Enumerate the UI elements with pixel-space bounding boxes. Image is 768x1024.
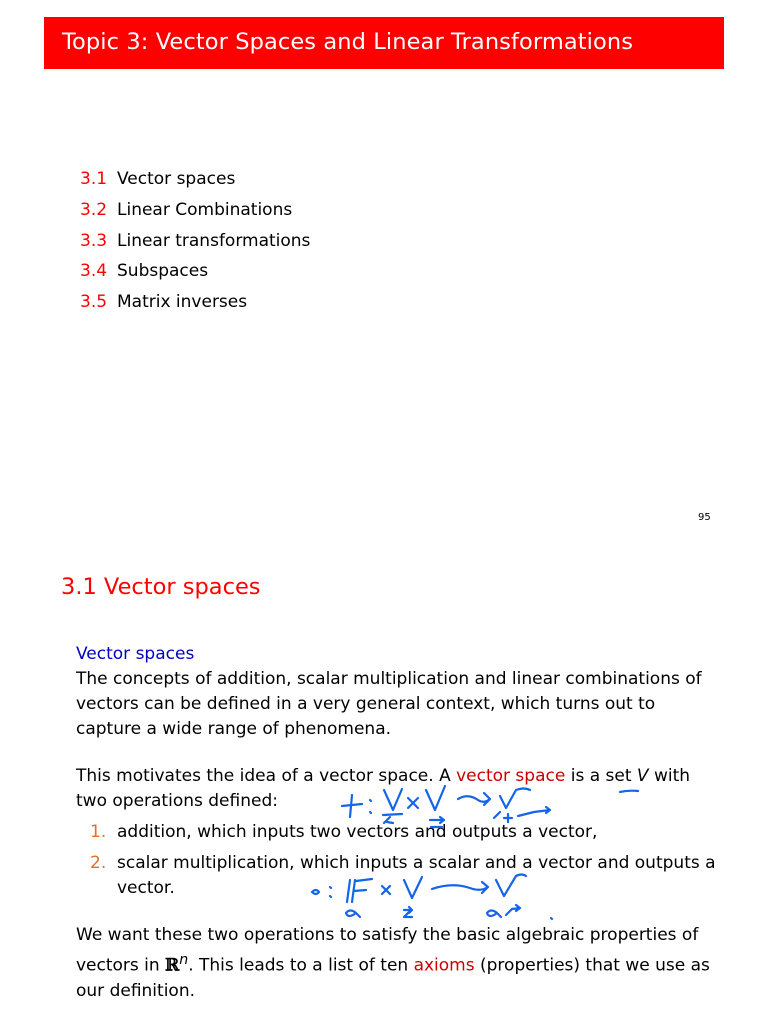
axioms-term: axioms <box>413 955 475 976</box>
toc-number: 3.5 <box>80 292 108 313</box>
set-variable: V <box>636 766 649 786</box>
toc-label: Vector spaces <box>117 169 236 189</box>
axioms-paragraph <box>76 923 716 1004</box>
definition-block <box>76 642 716 1004</box>
list-number: 2. <box>90 853 107 873</box>
toc-item <box>80 164 310 195</box>
topic-title-bar <box>44 17 724 69</box>
intro-paragraph: The concepts of addition, scalar multiplication and linear combinations of vectors can be defined in a very general context, which turns out to capture a wide range of phenomena. <box>76 669 702 739</box>
operations-list <box>76 820 716 901</box>
toc-label: Subspaces <box>117 261 209 282</box>
block-title: Vector spaces <box>76 644 195 664</box>
toc-number: 3.2 <box>80 199 108 220</box>
table-of-contents <box>80 164 310 318</box>
motivation-paragraph <box>76 764 716 814</box>
toc-item <box>80 287 310 318</box>
dimension-exponent: n <box>179 952 189 968</box>
motivation-text: This motivates the idea of a vector space. A <box>76 766 457 786</box>
toc-number: 3.4 <box>80 261 108 282</box>
toc-label: Matrix inverses <box>117 292 248 313</box>
axioms-text: (properties) that we use as our definition. <box>76 955 710 1001</box>
list-number: 1. <box>90 822 107 842</box>
page-number: 95 <box>698 512 711 523</box>
section-title: 3.1 Vector spaces <box>61 574 261 600</box>
motivation-text: with two operations defined: <box>76 766 691 811</box>
axioms-text: We want these two operations to satisfy the basic algebraic properties of vectors in <box>76 925 699 976</box>
list-item <box>76 851 716 901</box>
toc-item <box>80 226 310 257</box>
axioms-text: . This leads to a list of ten <box>188 955 414 976</box>
topic-title: Topic 3: Vector Spaces and Linear Transformations <box>62 29 634 55</box>
toc-item <box>80 256 310 287</box>
toc-label: Linear transformations <box>117 230 311 251</box>
vector-space-term: vector space <box>456 766 566 786</box>
list-text: scalar multiplication, which inputs a scalar and a vector and outputs a vector. <box>117 853 716 898</box>
motivation-text: is a set <box>565 766 637 786</box>
toc-number: 3.1 <box>80 169 108 189</box>
list-text: addition, which inputs two vectors and outputs a vector, <box>117 822 598 842</box>
toc-number: 3.3 <box>80 230 108 251</box>
toc-item <box>80 195 310 226</box>
list-item <box>76 820 716 845</box>
toc-label: Linear Combinations <box>117 199 293 220</box>
real-numbers-symbol: ℝ <box>165 955 180 976</box>
